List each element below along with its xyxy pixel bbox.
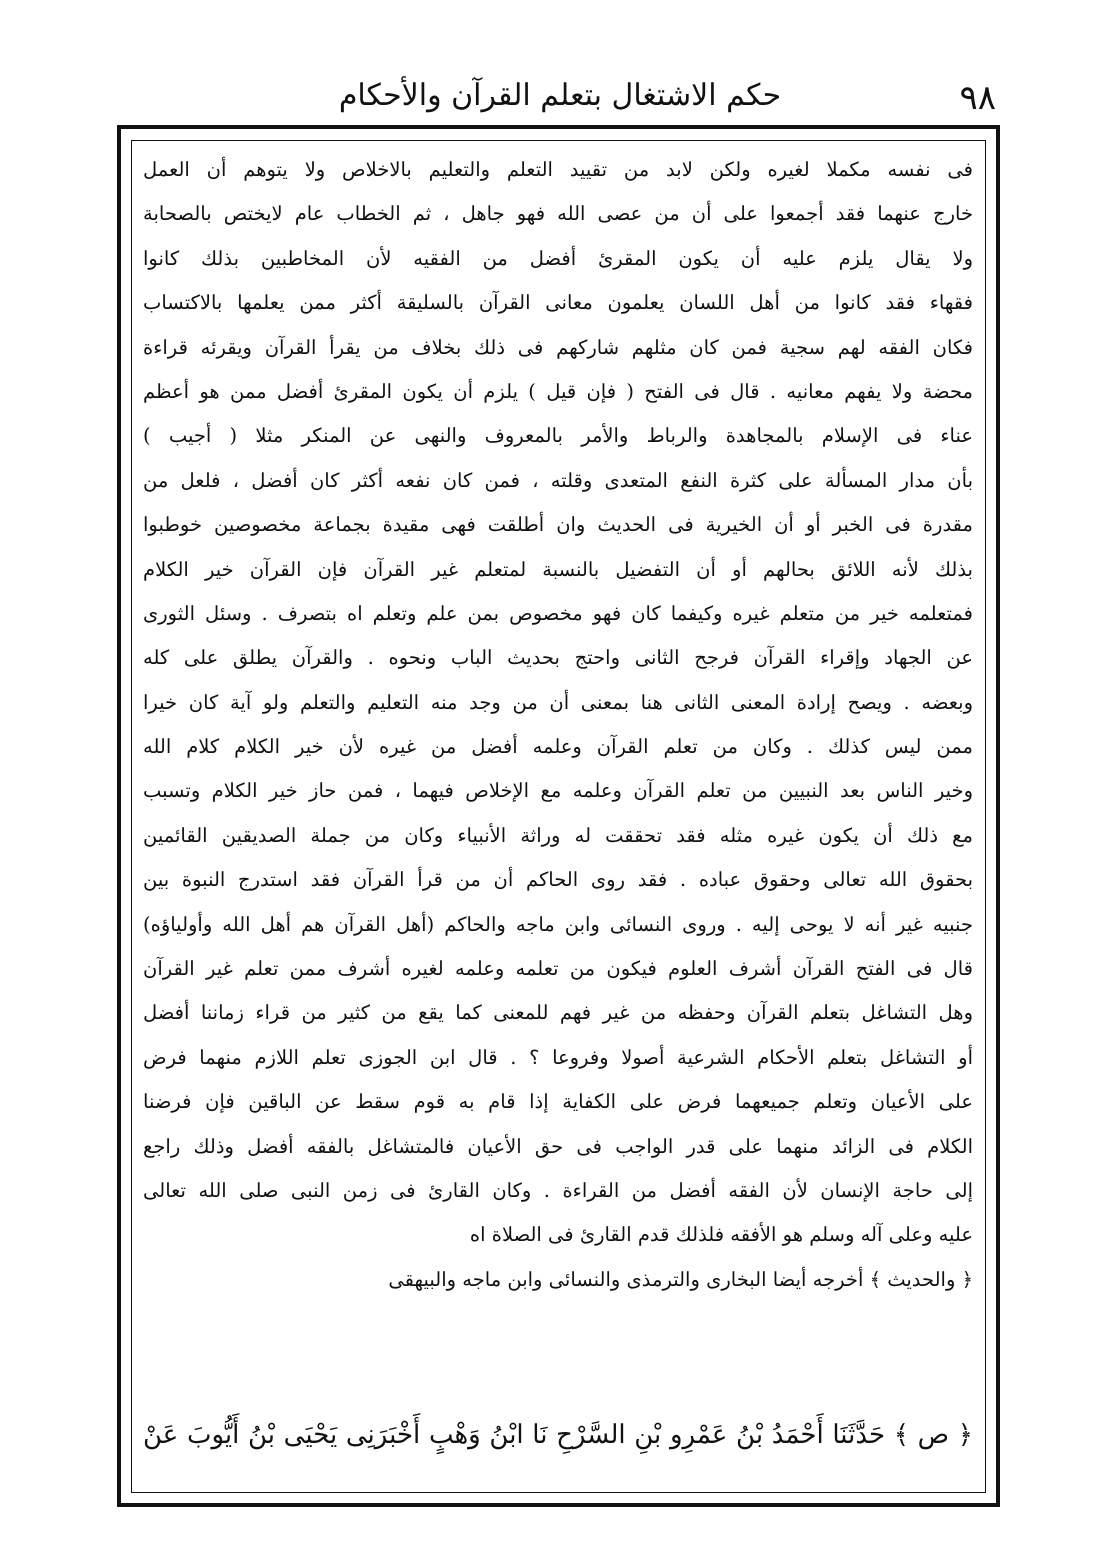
running-title: حكم الاشتغال بتعلم القرآن والأحكام: [338, 78, 782, 113]
text-line: مع ذلك أن يكون غيره مثله فقد تحققت له وراثة الأنبياء وكان من جملة الصديقين القائمين: [143, 823, 973, 847]
text-line: عناء فى الإسلام بالمجاهدة والرباط والأمر بالمعروف والنهى عن المنكر مثلا ( أجيب ): [143, 424, 973, 448]
text-line: أو التشاغل بتعلم الأحكام الشرعية أصولا وفروعا ؟ . قال ابن الجوزى تعلم اللازم منهما فرض: [143, 1045, 973, 1069]
text-line: قال فى الفتح القرآن أشرف العلوم فيكون من تعلمه وعلمه لغيره أشرف ممن تعلم غير القرآن: [143, 957, 973, 981]
text-line: فقهاء فقد كانوا من أهل اللسان يعلمون معانى القرآن بالسليقة أكثر ممن يعلمها بالاكتساب: [143, 291, 973, 315]
text-line: على الأعيان وتعلم جميعهما فرض على الكفاية إذا قام به قوم سقط عن الباقين فإن فرضنا: [143, 1090, 973, 1114]
text-line: محضة ولا يفهم معانيه . قال فى الفتح ( فإن قيل ) يلزم أن يكون المقرئ أفضل ممن هو أعظم: [143, 379, 973, 403]
text-body: [143, 148, 973, 1302]
text-line: فى نفسه مكملا لغيره ولكن لابد من تقييد التعلم والتعليم بالاخلاص ولا يتوهم أن العمل: [143, 158, 973, 181]
text-line: فمتعلمه خير من متعلم غيره وكيفما كان فهو مخصوص بمن علم وتعلم اه بتصرف . وسئل الثورى: [143, 601, 973, 625]
text-line: ممن ليس كذلك . وكان من تعلم القرآن وعلمه أفضل من غيره لأن خير الكلام كلام الله: [143, 735, 973, 759]
text-line: خارج عنهما فقد أجمعوا على أن من عصى الله فهو جاهل ، ثم الخطاب عام لايختص بالصحابة: [143, 202, 973, 226]
text-line: عليه وعلى آله وسلم هو الأفقه فلذلك قدم القارئ فى الصلاة اه: [469, 1223, 973, 1247]
text-line: فكان الفقه لهم سجية فمن كان مثلهم شاركهم فى ذلك بخلاف من يقرأ القرآن ويقرئه قراءة: [143, 335, 973, 359]
hadith-chain-line: ﴿ ص ﴾ حَدَّثَنَا أَحْمَدُ بْنُ عَمْرِو بْنِ السَّرْحِ نَا ابْنُ وَهْبٍ أَخْبَرَنِى يَحْيَى بْنُ أَيُّوبَ عَنْ: [143, 1420, 973, 1450]
text-line: إلى حاجة الإنسان لأن الفقه أفضل من القراءة . وكان القارئ فى زمن النبى صلى الله تعالى: [143, 1178, 973, 1202]
hadith-source-note: ﴿ والحديث ﴾ أخرجه أيضا البخارى والترمذى والنسائى وابن ماجه والبيهقى: [388, 1267, 973, 1291]
text-line: وهل التشاغل بتعلم القرآن وحفظه من غير فهم للمعنى كما يقع من كثير من قراء زماننا أفضل: [143, 1001, 973, 1025]
text-line: ولا يقال يلزم عليه أن يكون المقرئ أفضل من الفقيه لأن المخاطبين بذلك كانوا: [143, 246, 973, 270]
text-line: الكلام فى الزائد منهما على قدر الواجب فى حق الأعيان فالمتشاغل بالفقه أفضل وذلك راجع: [143, 1134, 973, 1158]
text-line: بذلك لأنه اللائق بحالهم أو أن التفضيل بالنسبة لمتعلم غير القرآن فإن القرآن خير الكلام: [143, 557, 973, 581]
text-line: وخير الناس بعد النبيين من تعلم القرآن وعلمه مع الإخلاص فيهما ، فمن حاز خير الكلام وتسبب: [143, 779, 973, 803]
text-line: عن الجهاد وإقراء القرآن فرجح الثانى واحتج بحديث الباب ونحوه . والقرآن يطلق على كله: [143, 646, 973, 670]
text-line: جنبيه غير أنه لا يوحى إليه . وروى النسائى وابن ماجه والحاكم (أهل القرآن هم أهل الله وأولياؤه): [143, 912, 973, 936]
text-line: مقدرة فى الخبر أو أن الخيرية فى الحديث وان أطلقت فهى مقيدة بجماعة مخصوصين خوطبوا: [143, 513, 973, 537]
page-number: ٩٨: [959, 78, 996, 118]
text-line: بحقوق الله تعالى وحقوق عباده . فقد روى الحاكم أن من قرأ القرآن فقد استدرج النبوة بين: [143, 868, 973, 892]
text-line: بأن مدار المسألة على كثرة النفع المتعدى وقلته ، فمن كان نفعه أكثر كان أفضل ، فلعل من: [143, 468, 973, 492]
text-line: وبعضه . ويصح إرادة المعنى الثانى هنا بمعنى أن من وجد منه التعليم والتعلم ولو آية كان خيرا: [143, 690, 973, 714]
